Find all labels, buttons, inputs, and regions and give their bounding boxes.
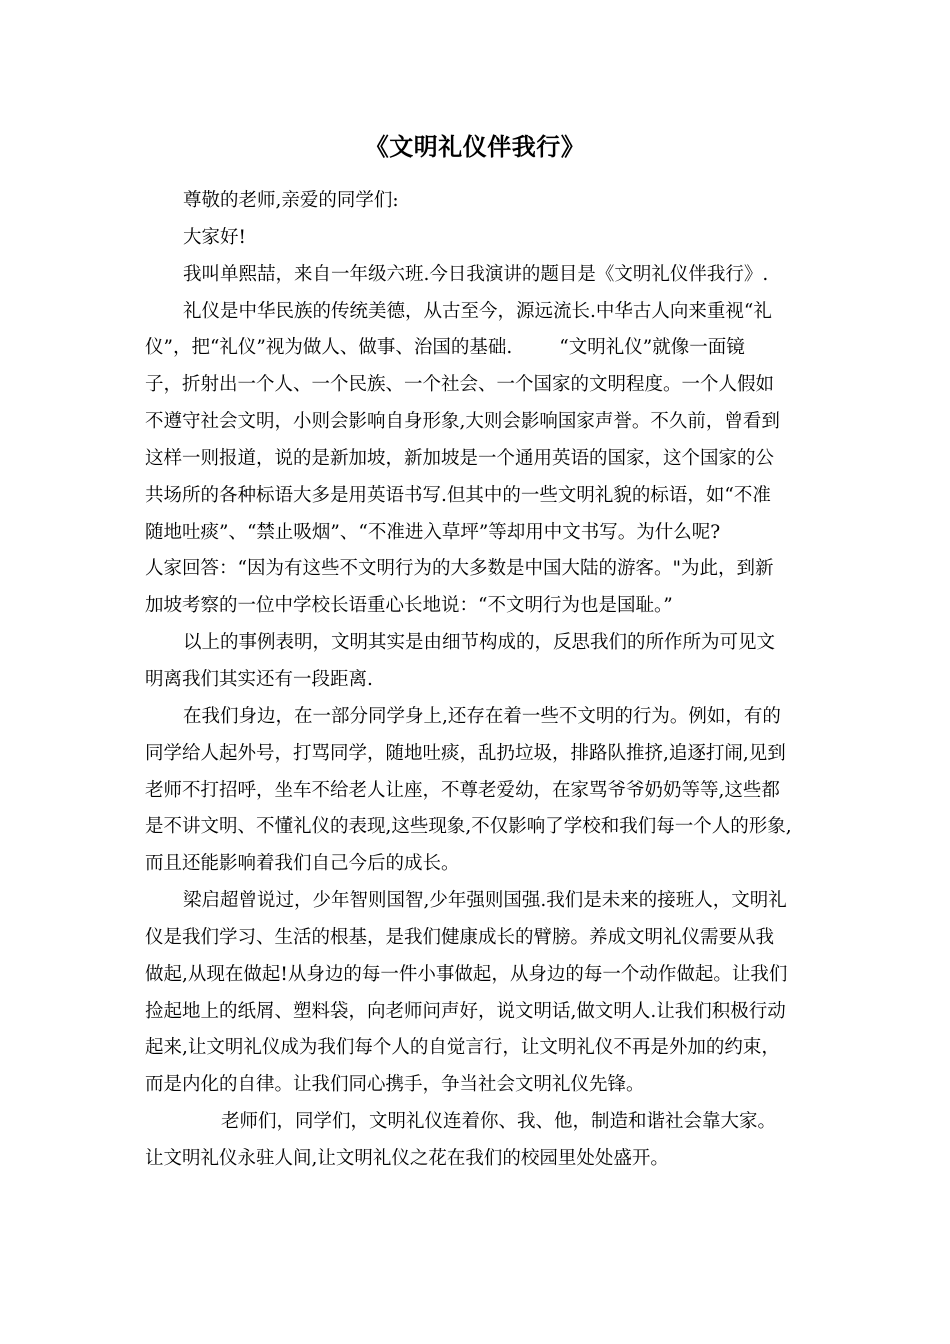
document-title: 《文明礼仪伴我行》 — [364, 132, 586, 161]
document-body — [145, 183, 815, 1178]
paragraph-line: 子，折射出一个人、一个民族、一个社会、一个国家的文明程度。一个人假如 — [145, 374, 775, 396]
paragraph-line: 不遵守社会文明，小则会影响自身形象,大则会影响国家声誉。不久前，曾看到 — [145, 411, 780, 433]
paragraph-line: 起来,让文明礼仪成为我们每个人的自觉言行，让文明礼仪不再是外加的约束， — [145, 1037, 780, 1059]
paragraph-line: 梁启超曾说过，少年智则国智,少年强则国强.我们是未来的接班人，文明礼 — [183, 890, 787, 912]
paragraph-line: 随地吐痰”、“禁止吸烟”、“不准进入草坪”等却用中文书写。为什么呢? — [145, 521, 721, 543]
paragraph-line: 而是内化的自律。让我们同心携手，争当社会文明礼仪先锋。 — [145, 1074, 645, 1096]
paragraph-line: 仪是我们学习、生活的根基，是我们健康成长的臂膀。养成文明礼仪需要从我 — [145, 926, 775, 948]
paragraph-line: 共场所的各种标语大多是用英语书写.但其中的一些文明礼貌的标语，如“不准 — [145, 484, 771, 506]
paragraph-line: 是不讲文明、不懂礼仪的表现,这些现象,不仅影响了学校和我们每一个人的形象, — [145, 816, 792, 838]
paragraph-line: 人家回答：“因为有这些不文明行为的大多数是中国大陆的游客。"为此，到新 — [145, 558, 774, 580]
salutation-line: 尊敬的老师,亲爱的同学们: — [183, 190, 399, 211]
paragraph-line: 而且还能影响着我们自己今后的成长。 — [145, 853, 460, 875]
paragraph-line: 以上的事例表明，文明其实是由细节构成的，反思我们的所作所为可见文 — [183, 632, 776, 654]
paragraph-line: 加坡考察的一位中学校长语重心长地说：“不文明行为也是国耻。” — [145, 595, 673, 617]
paragraph-line: 同学给人起外号，打骂同学，随地吐痰，乱扔垃圾，排路队推挤,追逐打闹,见到 — [145, 742, 786, 764]
closing-line: 让文明礼仪永驻人间,让文明礼仪之花在我们的校园里处处盛开。 — [145, 1147, 669, 1169]
closing-line: 老师们，同学们，文明礼仪连着你、我、他，制造和谐社会靠大家。 — [221, 1111, 777, 1133]
paragraph-line: 做起,从现在做起!从身边的每一件小事做起，从身边的每一个动作做起。让我们 — [145, 963, 788, 985]
paragraph-line: 这样一则报道，说的是新加坡，新加坡是一个通用英语的国家，这个国家的公 — [145, 447, 775, 469]
greeting-line: 大家好! — [183, 226, 246, 248]
paragraph-line: 老师不打招呼，坐车不给老人让座，不尊老爱幼，在家骂爷爷奶奶等等,这些都 — [145, 779, 780, 801]
paragraph-line: 仪”，把“礼仪”视为做人、做事、治国的基础. “文明礼仪”就像一面镜 — [145, 337, 745, 359]
paragraph-line: 明离我们其实还有一段距离. — [145, 668, 373, 690]
paragraph-line: 在我们身边，在一部分同学身上,还存在着一些不文明的行为。例如，有的 — [183, 705, 781, 727]
intro-line: 我叫单熙喆，来自一年级六班.今日我演讲的题目是《文明礼仪伴我行》. — [183, 263, 769, 285]
paragraph-line: 捡起地上的纸屑、塑料袋，向老师问声好，说文明话,做文明人.让我们积极行动 — [145, 1000, 786, 1022]
paragraph-line: 礼仪是中华民族的传统美德，从古至今，源远流长.中华古人向来重视“礼 — [183, 300, 772, 322]
